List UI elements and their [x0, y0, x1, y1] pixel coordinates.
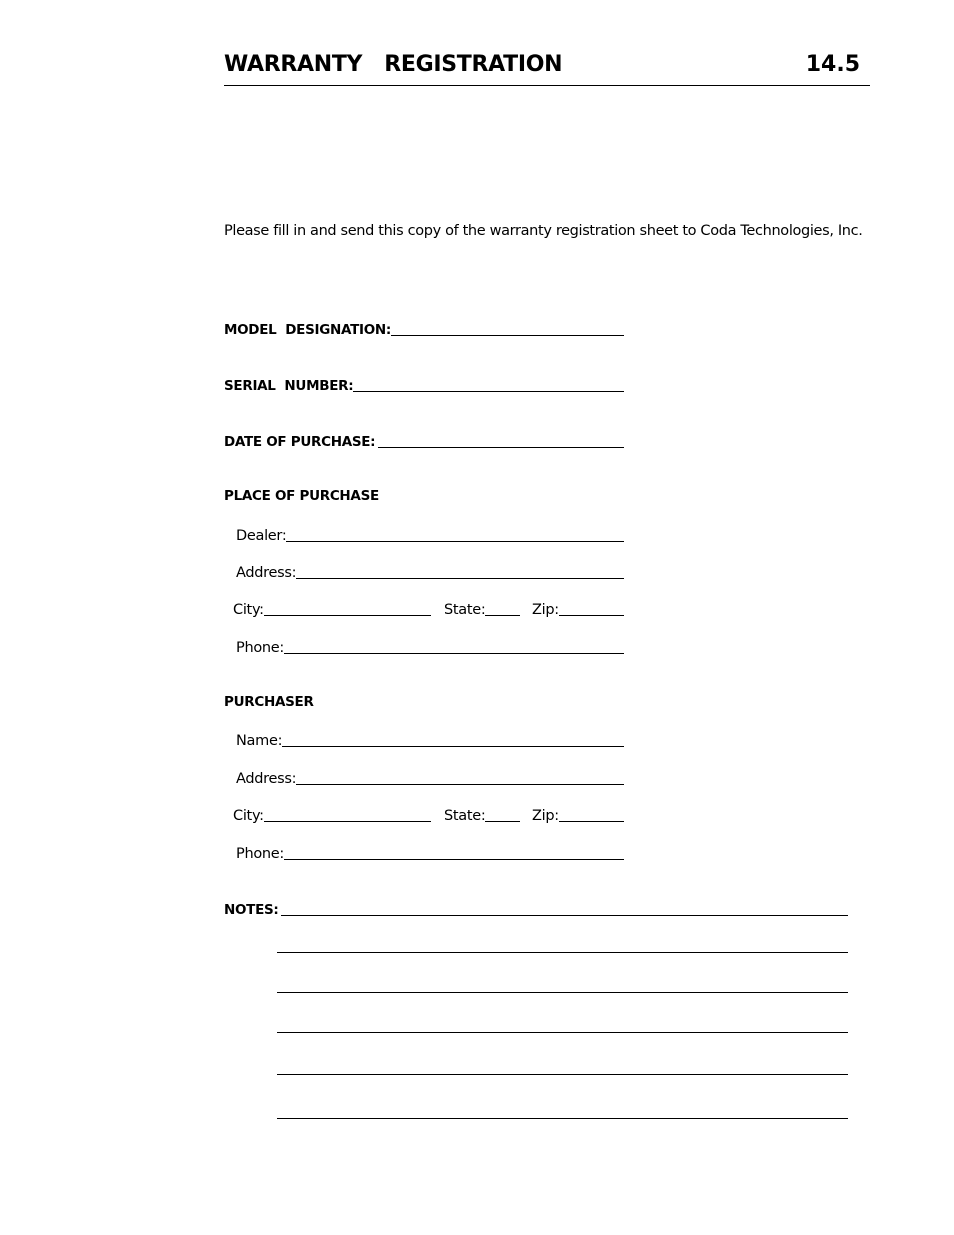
- purchaser-city-field[interactable]: [233, 804, 431, 824]
- purchaser-phone-line[interactable]: [284, 859, 624, 860]
- dealer-city-line[interactable]: [264, 615, 431, 616]
- purchaser-phone-label: Phone:: [236, 846, 285, 862]
- dealer-address-field[interactable]: [236, 561, 624, 581]
- purchaser-city-line[interactable]: [264, 821, 431, 822]
- purchaser-address-label: Address:: [236, 771, 297, 787]
- notes-field[interactable]: [224, 898, 848, 918]
- purchaser-zip-line[interactable]: [559, 821, 624, 822]
- date-of-purchase-line[interactable]: [378, 447, 624, 448]
- dealer-zip-line[interactable]: [559, 615, 624, 616]
- purchaser-title: PURCHASER: [224, 694, 314, 710]
- dealer-city-field[interactable]: [233, 598, 431, 618]
- section-number: 14.5: [805, 52, 860, 77]
- purchaser-address-field[interactable]: [236, 767, 624, 787]
- notes-line-1[interactable]: [281, 915, 848, 916]
- dealer-state-line[interactable]: [485, 615, 520, 616]
- dealer-address-line[interactable]: [296, 578, 624, 579]
- model-designation-line[interactable]: [391, 335, 624, 336]
- purchaser-phone-field[interactable]: [236, 842, 624, 862]
- purchaser-zip-label: Zip:: [532, 808, 559, 824]
- notes-line-6[interactable]: [277, 1118, 848, 1119]
- notes-label: NOTES:: [224, 902, 279, 918]
- dealer-city-label: City:: [233, 602, 264, 618]
- header-divider: [224, 85, 870, 86]
- date-of-purchase-label: DATE OF PURCHASE:: [224, 434, 376, 450]
- purchaser-state-label: State:: [444, 808, 486, 824]
- dealer-phone-label: Phone:: [236, 640, 285, 656]
- notes-line-5[interactable]: [277, 1074, 848, 1075]
- notes-line-2[interactable]: [277, 952, 848, 953]
- dealer-zip-field[interactable]: [532, 598, 624, 618]
- notes-line-3[interactable]: [277, 992, 848, 993]
- date-of-purchase-field[interactable]: [224, 430, 624, 450]
- serial-number-field[interactable]: [224, 374, 624, 394]
- dealer-state-field[interactable]: [444, 598, 520, 618]
- dealer-zip-label: Zip:: [532, 602, 559, 618]
- dealer-field[interactable]: [236, 524, 624, 544]
- intro-text: Please fill in and send this copy of the warranty registration sheet to Coda Technologies, Inc.: [224, 223, 863, 239]
- purchaser-zip-field[interactable]: [532, 804, 624, 824]
- dealer-address-label: Address:: [236, 565, 297, 581]
- dealer-phone-line[interactable]: [284, 653, 624, 654]
- serial-number-label: SERIAL NUMBER:: [224, 378, 354, 394]
- notes-line-4[interactable]: [277, 1032, 848, 1033]
- dealer-line[interactable]: [286, 541, 624, 542]
- page-title: WARRANTY REGISTRATION: [224, 52, 563, 77]
- purchaser-name-label: Name:: [236, 733, 283, 749]
- model-designation-label: MODEL DESIGNATION:: [224, 322, 391, 338]
- purchaser-address-line[interactable]: [296, 784, 624, 785]
- place-of-purchase-title: PLACE OF PURCHASE: [224, 488, 379, 504]
- purchaser-name-line[interactable]: [282, 746, 624, 747]
- purchaser-state-field[interactable]: [444, 804, 520, 824]
- purchaser-city-label: City:: [233, 808, 264, 824]
- model-designation-field[interactable]: [224, 318, 624, 338]
- serial-number-line[interactable]: [353, 391, 624, 392]
- purchaser-name-field[interactable]: [236, 729, 624, 749]
- dealer-label: Dealer:: [236, 528, 287, 544]
- dealer-state-label: State:: [444, 602, 486, 618]
- dealer-phone-field[interactable]: [236, 636, 624, 656]
- purchaser-state-line[interactable]: [485, 821, 520, 822]
